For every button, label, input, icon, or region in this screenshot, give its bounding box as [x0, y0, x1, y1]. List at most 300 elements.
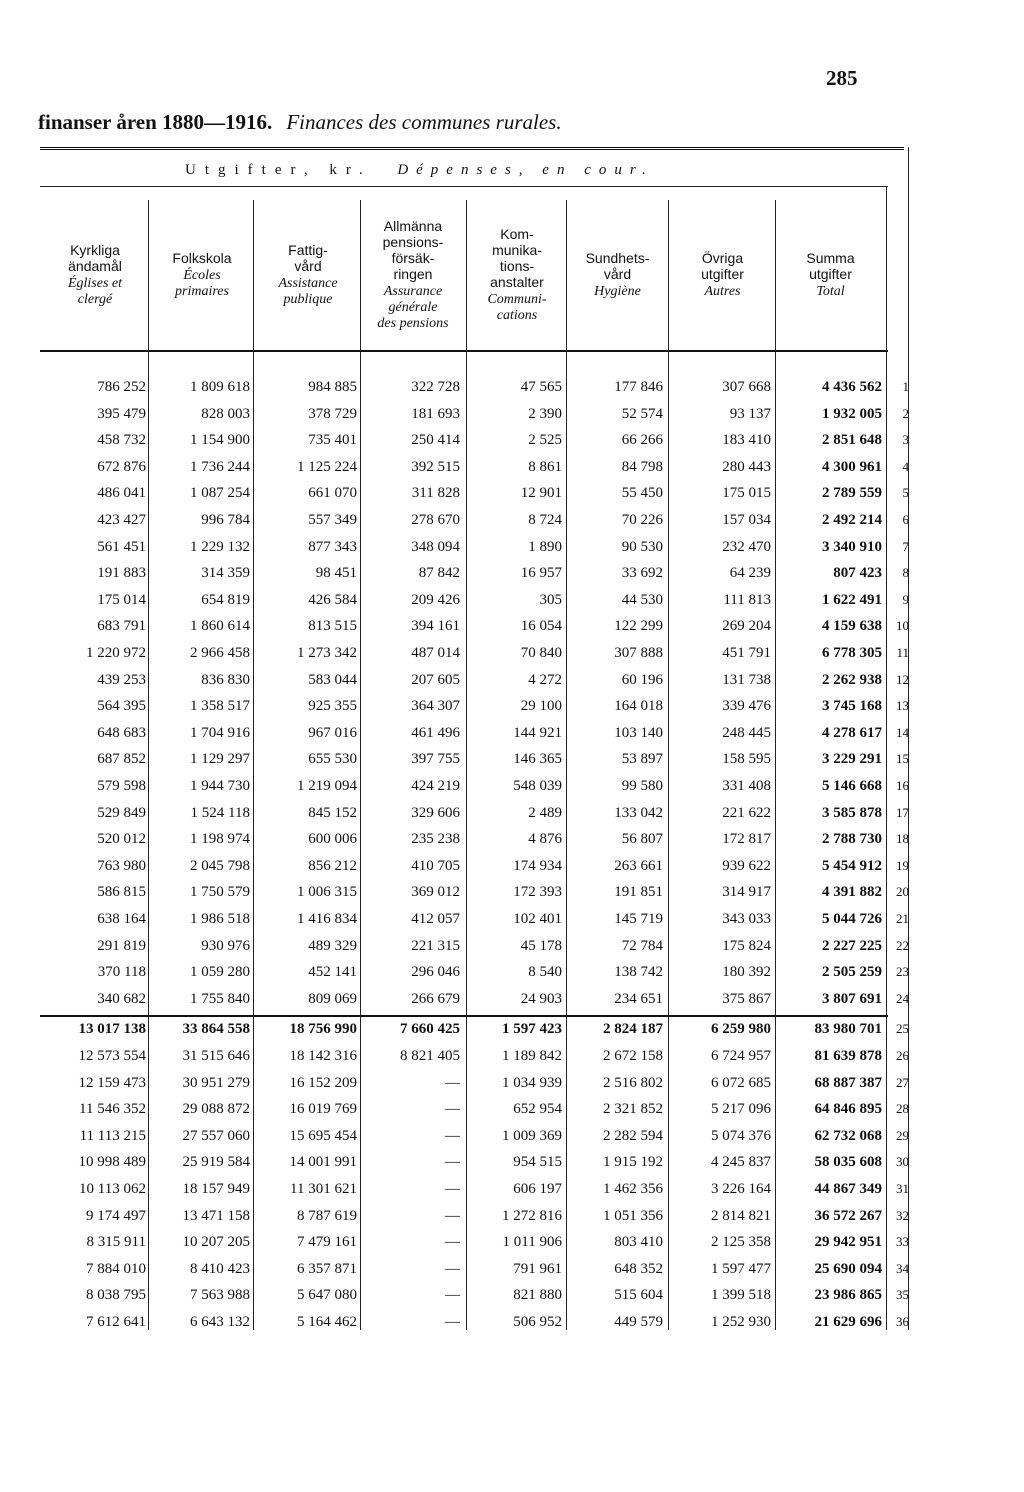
table-cell: 394 161 [411, 618, 460, 635]
row-number: 1 [902, 379, 909, 394]
table-cell: 2 045 798 [190, 857, 250, 874]
table-cell: 314 917 [722, 884, 771, 901]
table-cell: 175 824 [722, 937, 771, 954]
table-cell: 1 358 517 [190, 698, 250, 715]
table-cell: 1 416 834 [297, 911, 357, 927]
table-cell: 29 942 951 [814, 1234, 882, 1251]
table-cell: 2 516 802 [603, 1074, 663, 1091]
table-cell: 5 454 912 [822, 857, 882, 874]
table-cell: 836 830 [201, 671, 250, 688]
table-cell: 343 033 [722, 911, 771, 927]
table-cell: 2 824 187 [603, 1021, 663, 1038]
table-cell: 133 042 [614, 804, 663, 821]
column-header-french: Assurance générale des pensions [377, 284, 449, 331]
row-number: 18 [896, 831, 909, 847]
table-cell: 1 059 280 [190, 964, 250, 981]
table-cell: 529 849 [97, 804, 146, 821]
table-cell: — [445, 1260, 460, 1277]
table-row [0, 1043, 910, 1069]
table-cell: 370 118 [97, 964, 146, 981]
table-cell: 1 462 356 [603, 1181, 663, 1197]
table-cell: 4 272 [528, 671, 562, 688]
table-cell: 3 340 910 [822, 538, 882, 555]
table-cell: 329 606 [411, 804, 460, 821]
table-cell: 5 146 668 [822, 778, 882, 794]
table-cell: 1 399 518 [711, 1287, 771, 1304]
table-cell: 83 980 701 [814, 1021, 882, 1038]
table-row [0, 800, 910, 826]
table-cell: 397 755 [411, 751, 460, 768]
table-cell: 180 392 [722, 964, 771, 981]
table-cell: 53 897 [621, 751, 663, 768]
table-cell: 263 661 [614, 857, 663, 874]
table-row [0, 1149, 910, 1175]
table-cell: 58 035 608 [814, 1154, 882, 1171]
table-cell: 93 137 [729, 405, 771, 422]
table-row [0, 1256, 910, 1282]
table-cell: 1 087 254 [190, 485, 250, 502]
table-cell: 1 597 423 [502, 1021, 562, 1038]
table-row [0, 667, 910, 693]
table-cell: 25 690 094 [814, 1260, 882, 1277]
table-row [0, 1229, 910, 1255]
table-row [0, 1096, 910, 1122]
page-title [38, 110, 562, 135]
table-cell: 439 253 [97, 671, 146, 688]
table-cell: 8 315 911 [86, 1234, 146, 1251]
table-cell: 3 807 691 [822, 990, 882, 1007]
table-cell: 452 141 [308, 964, 357, 981]
table-cell: 654 819 [201, 591, 250, 608]
row-number: 4 [902, 458, 909, 474]
row-number: 19 [896, 857, 909, 873]
table-cell: 340 682 [97, 990, 146, 1007]
table-cell: 209 426 [411, 591, 460, 608]
table-cell: 996 784 [201, 512, 250, 528]
table-cell: 7 612 641 [86, 1314, 146, 1330]
column-header [40, 200, 150, 350]
table-cell: 44 530 [621, 591, 663, 608]
table-cell: 6 357 871 [297, 1260, 357, 1277]
table-cell: — [445, 1154, 460, 1171]
table-cell: 68 887 387 [814, 1074, 882, 1091]
table-cell: 1 220 972 [86, 645, 146, 661]
table-cell: 322 728 [411, 379, 460, 395]
table-cell: 813 515 [308, 618, 357, 635]
table-cell: 2 788 730 [822, 831, 882, 848]
table-cell: 4 391 882 [822, 884, 882, 901]
table-cell: 10 113 062 [79, 1181, 146, 1197]
table-cell: 506 952 [513, 1314, 562, 1330]
table-cell: 33 692 [621, 565, 663, 582]
column-header-french: Écoles primaires [175, 268, 229, 299]
table-row [0, 853, 910, 879]
table-cell: 175 015 [722, 485, 771, 502]
table-cell: — [445, 1101, 460, 1118]
row-number: 9 [902, 591, 909, 607]
title-french: Finances des communes rurales. [286, 110, 562, 134]
table-cell: 803 410 [614, 1234, 663, 1251]
table-cell: 763 980 [97, 857, 146, 874]
table-cell: 15 695 454 [289, 1127, 357, 1144]
table-cell: 2 492 214 [822, 512, 882, 528]
table-cell: 4 300 961 [822, 458, 882, 475]
table-cell: 291 819 [97, 937, 146, 954]
table-cell: 24 903 [520, 990, 562, 1007]
table-cell: 7 479 161 [297, 1234, 357, 1251]
table-cell: 2 489 [528, 804, 562, 821]
table-row [0, 1016, 910, 1042]
table-cell: 2 282 594 [603, 1127, 663, 1144]
table-cell: 70 226 [621, 512, 663, 528]
table-cell: 1 051 356 [603, 1207, 663, 1224]
table-cell: 3 229 291 [822, 751, 882, 768]
table-cell: 6 724 957 [711, 1048, 771, 1064]
table-cell: 1 229 132 [190, 538, 250, 555]
table-row [0, 1203, 910, 1229]
table-cell: 14 001 991 [289, 1154, 357, 1171]
row-number: 25 [896, 1021, 909, 1037]
table-cell: 561 451 [97, 538, 146, 555]
table-cell: 55 450 [621, 485, 663, 502]
table-row [0, 534, 910, 560]
column-header-french: Total [816, 284, 845, 299]
group-header [185, 162, 654, 179]
table-row [0, 746, 910, 772]
table-cell: 21 629 696 [814, 1314, 882, 1330]
table-cell: 84 798 [621, 458, 663, 475]
table-cell: 458 732 [97, 432, 146, 449]
table-cell: 13 471 158 [182, 1207, 250, 1224]
table-cell: 18 142 316 [289, 1048, 357, 1064]
table-row [0, 480, 910, 506]
table-cell: 967 016 [308, 724, 357, 741]
row-number: 22 [896, 937, 909, 953]
table-cell: 557 349 [308, 512, 357, 528]
table-cell: 87 842 [418, 565, 460, 582]
column-header-french: Hygiène [594, 284, 641, 299]
column-header-french: Églises et clergé [67, 276, 123, 307]
table-cell: 177 846 [614, 379, 663, 395]
table-cell: 672 876 [97, 458, 146, 475]
table-cell: 7 660 425 [400, 1021, 460, 1038]
table-cell: 314 359 [201, 565, 250, 582]
table-cell: 2 505 259 [822, 964, 882, 981]
table-cell: 52 574 [621, 405, 663, 422]
table-cell: 3 745 168 [822, 698, 882, 715]
table-cell: 181 693 [411, 405, 460, 422]
column-header [362, 200, 464, 350]
table-cell: 16 957 [520, 565, 562, 582]
row-number: 11 [896, 645, 909, 660]
table-cell: 1 524 118 [190, 804, 250, 821]
row-number: 6 [902, 512, 909, 527]
table-cell: 1 198 974 [190, 831, 250, 848]
table-cell: 2 851 648 [822, 432, 882, 449]
row-number: 32 [896, 1207, 909, 1223]
table-cell: 2 525 [528, 432, 562, 449]
table-cell: 939 622 [722, 857, 771, 874]
table-cell: 807 423 [833, 565, 882, 582]
table-cell: 266 679 [411, 990, 460, 1007]
table-cell: 1 009 369 [502, 1127, 562, 1144]
table-cell: 4 436 562 [822, 379, 882, 395]
table-cell: 410 705 [411, 857, 460, 874]
row-number: 3 [902, 432, 909, 448]
table-cell: 735 401 [308, 432, 357, 449]
column-header-swedish: Allmänna pensions- försäk- ringen [382, 218, 444, 282]
table-cell: 16 152 209 [289, 1074, 357, 1091]
table-row [0, 933, 910, 959]
table-cell: 877 343 [308, 538, 357, 555]
table-cell: 4 159 638 [822, 618, 882, 635]
table-cell: 925 355 [308, 698, 357, 715]
table-cell: — [445, 1207, 460, 1224]
table-cell: — [445, 1234, 460, 1251]
table-cell: 307 888 [614, 645, 663, 661]
column-header [150, 200, 254, 350]
table-row [0, 427, 910, 453]
table-cell: 269 204 [722, 618, 771, 635]
table-cell: 821 880 [513, 1287, 562, 1304]
table-cell: 8 724 [528, 512, 562, 528]
table-cell: 1 273 342 [297, 645, 357, 661]
table-row [0, 1282, 910, 1308]
table-cell: 426 584 [308, 591, 357, 608]
table-row [0, 1309, 910, 1335]
row-number: 24 [896, 990, 909, 1006]
table-cell: 7 563 988 [190, 1287, 250, 1304]
column-header [775, 200, 886, 350]
page-number: 285 [826, 66, 858, 90]
table-cell: 984 885 [308, 379, 357, 395]
table-cell: 146 365 [513, 751, 562, 768]
table-cell: 3 585 878 [822, 804, 882, 821]
table-cell: 25 919 584 [182, 1154, 250, 1171]
table-cell: 33 864 558 [182, 1021, 250, 1038]
table-cell: 1 154 900 [190, 432, 250, 449]
column-header [255, 200, 361, 350]
column-header-swedish: Kyrkliga ändamål [68, 242, 122, 274]
table-cell: 157 034 [722, 512, 771, 528]
table-cell: 305 [539, 591, 562, 608]
table-cell: 278 670 [411, 512, 460, 528]
table-cell: 1 219 094 [297, 778, 357, 794]
table-cell: 786 252 [97, 379, 146, 395]
table-cell: 131 738 [722, 671, 771, 688]
table-cell: 6 778 305 [822, 645, 882, 661]
table-cell: 586 815 [97, 884, 146, 901]
table-row [0, 1123, 910, 1149]
table-cell: 29 088 872 [182, 1101, 250, 1118]
table-cell: 8 540 [528, 964, 562, 981]
row-number: 31 [896, 1181, 909, 1196]
table-cell: 1 034 939 [502, 1074, 562, 1091]
table-cell: 648 683 [97, 724, 146, 741]
table-cell: 486 041 [97, 485, 146, 502]
table-cell: 5 044 726 [822, 911, 882, 927]
table-cell: 487 014 [411, 645, 460, 661]
table-cell: 1 252 930 [711, 1314, 771, 1330]
row-number: 27 [896, 1074, 909, 1090]
table-cell: 280 443 [722, 458, 771, 475]
table-cell: 1 011 906 [502, 1234, 562, 1251]
table-cell: 2 789 559 [822, 485, 882, 502]
table-row [0, 587, 910, 613]
table-cell: 102 401 [513, 911, 562, 927]
row-number: 33 [896, 1234, 909, 1250]
table-cell: 2 125 358 [711, 1234, 771, 1251]
column-header-french: Autres [704, 284, 741, 299]
table-cell: 56 807 [621, 831, 663, 848]
table-cell: 2 262 938 [822, 671, 882, 688]
row-number: 36 [896, 1314, 909, 1329]
table-row [0, 374, 910, 400]
table-cell: 191 851 [614, 884, 663, 901]
table-cell: 461 496 [411, 724, 460, 741]
table-cell: 364 307 [411, 698, 460, 715]
table-row [0, 906, 910, 932]
table-row [0, 720, 910, 746]
table-cell: 1 736 244 [190, 458, 250, 475]
table-cell: 791 961 [513, 1260, 562, 1277]
table-cell: 5 164 462 [297, 1314, 357, 1330]
row-number: 5 [902, 485, 909, 501]
table-cell: — [445, 1287, 460, 1304]
table-cell: 1 932 005 [822, 405, 882, 422]
table-cell: 661 070 [308, 485, 357, 502]
table-cell: 1 860 614 [190, 618, 250, 635]
table-cell: 90 530 [621, 538, 663, 555]
column-header [670, 200, 775, 350]
table-cell: 652 954 [513, 1101, 562, 1118]
table-cell: 11 546 352 [79, 1101, 146, 1118]
column-header [568, 200, 667, 350]
column-header-french: Communi- cations [487, 292, 547, 323]
table-cell: 548 039 [513, 778, 562, 794]
table-cell: 845 152 [308, 804, 357, 821]
table-cell: 655 530 [308, 751, 357, 768]
row-number: 23 [896, 964, 909, 980]
table-cell: 1 597 477 [711, 1260, 771, 1277]
table-cell: 2 227 225 [822, 937, 882, 954]
table-cell: 10 998 489 [78, 1154, 146, 1171]
table-cell: 45 178 [520, 937, 562, 954]
table-cell: 12 573 554 [78, 1048, 146, 1064]
table-cell: 138 742 [614, 964, 663, 981]
row-number: 7 [902, 538, 909, 554]
table-cell: 648 352 [614, 1260, 663, 1277]
table-cell: 66 266 [621, 432, 663, 449]
table-row [0, 959, 910, 985]
table-cell: 234 651 [614, 990, 663, 1007]
table-cell: 11 113 215 [79, 1127, 146, 1144]
table-cell: 4 245 837 [711, 1154, 771, 1171]
table-cell: 6 072 685 [711, 1074, 771, 1091]
table-cell: 232 470 [722, 538, 771, 555]
table-cell: 30 951 279 [182, 1074, 250, 1091]
row-number: 21 [896, 911, 909, 926]
table-cell: — [445, 1127, 460, 1144]
table-cell: 29 100 [520, 698, 562, 715]
table-row [0, 879, 910, 905]
table-row [0, 401, 910, 427]
table-cell: 12 901 [520, 485, 562, 502]
table-cell: 103 140 [614, 724, 663, 741]
table-cell: 1 915 192 [603, 1154, 663, 1171]
table-cell: 369 012 [411, 884, 460, 901]
table-cell: 392 515 [411, 458, 460, 475]
table-cell: 7 884 010 [86, 1260, 146, 1277]
table-cell: 1 272 816 [502, 1207, 562, 1224]
table-cell: 60 196 [621, 671, 663, 688]
table-row [0, 613, 910, 639]
table-cell: 183 410 [722, 432, 771, 449]
table-cell: 13 017 138 [78, 1021, 146, 1038]
table-cell: 3 226 164 [711, 1181, 771, 1197]
table-cell: 1 189 842 [502, 1048, 562, 1064]
row-number: 16 [896, 778, 909, 793]
table-cell: 31 515 646 [182, 1048, 250, 1064]
row-number: 12 [896, 671, 909, 687]
row-number: 20 [896, 884, 909, 900]
table-cell: 62 732 068 [814, 1127, 882, 1144]
table-row [0, 986, 910, 1012]
table-row [0, 1176, 910, 1202]
table-cell: 1 944 730 [190, 778, 250, 794]
table-cell: 930 976 [201, 937, 250, 954]
column-header-swedish: Kom- munika- tions- anstalter [490, 226, 544, 290]
table-row [0, 454, 910, 480]
table-cell: 1 986 518 [190, 911, 250, 927]
table-cell: 172 393 [513, 884, 562, 901]
table-cell: 99 580 [621, 778, 663, 794]
table-row [0, 640, 910, 666]
row-number: 2 [902, 405, 909, 421]
table-cell: 515 604 [614, 1287, 663, 1304]
table-cell: 564 395 [97, 698, 146, 715]
table-cell: 81 639 878 [814, 1048, 882, 1064]
table-cell: 5 647 080 [297, 1287, 357, 1304]
table-cell: 175 014 [97, 591, 146, 608]
table-cell: 4 278 617 [822, 724, 882, 741]
row-number: 8 [902, 565, 909, 581]
table-cell: 451 791 [722, 645, 771, 661]
table-cell: 828 003 [201, 405, 250, 422]
group-header-french: Dépenses, en cour. [397, 162, 654, 178]
table-cell: 375 867 [722, 990, 771, 1007]
table-cell: 248 445 [722, 724, 771, 741]
table-cell: 221 315 [411, 937, 460, 954]
table-cell: 579 598 [97, 778, 146, 794]
table-cell: 36 572 267 [814, 1207, 882, 1224]
table-cell: 8 410 423 [190, 1260, 250, 1277]
table-cell: 5 074 376 [711, 1127, 771, 1144]
table-cell: 520 012 [97, 831, 146, 848]
table-cell: 395 479 [97, 405, 146, 422]
table-cell: 122 299 [614, 618, 663, 635]
table-cell: — [445, 1074, 460, 1091]
table-cell: 8 787 619 [297, 1207, 357, 1224]
table-cell: 1 755 840 [190, 990, 250, 1007]
table-row [0, 826, 910, 852]
table-cell: 47 565 [520, 379, 562, 395]
table-cell: 1 890 [528, 538, 562, 555]
row-number: 13 [896, 698, 909, 714]
table-cell: 18 756 990 [289, 1021, 357, 1038]
column-header-swedish: Summa utgifter [806, 250, 855, 282]
table-cell: 172 817 [722, 831, 771, 848]
